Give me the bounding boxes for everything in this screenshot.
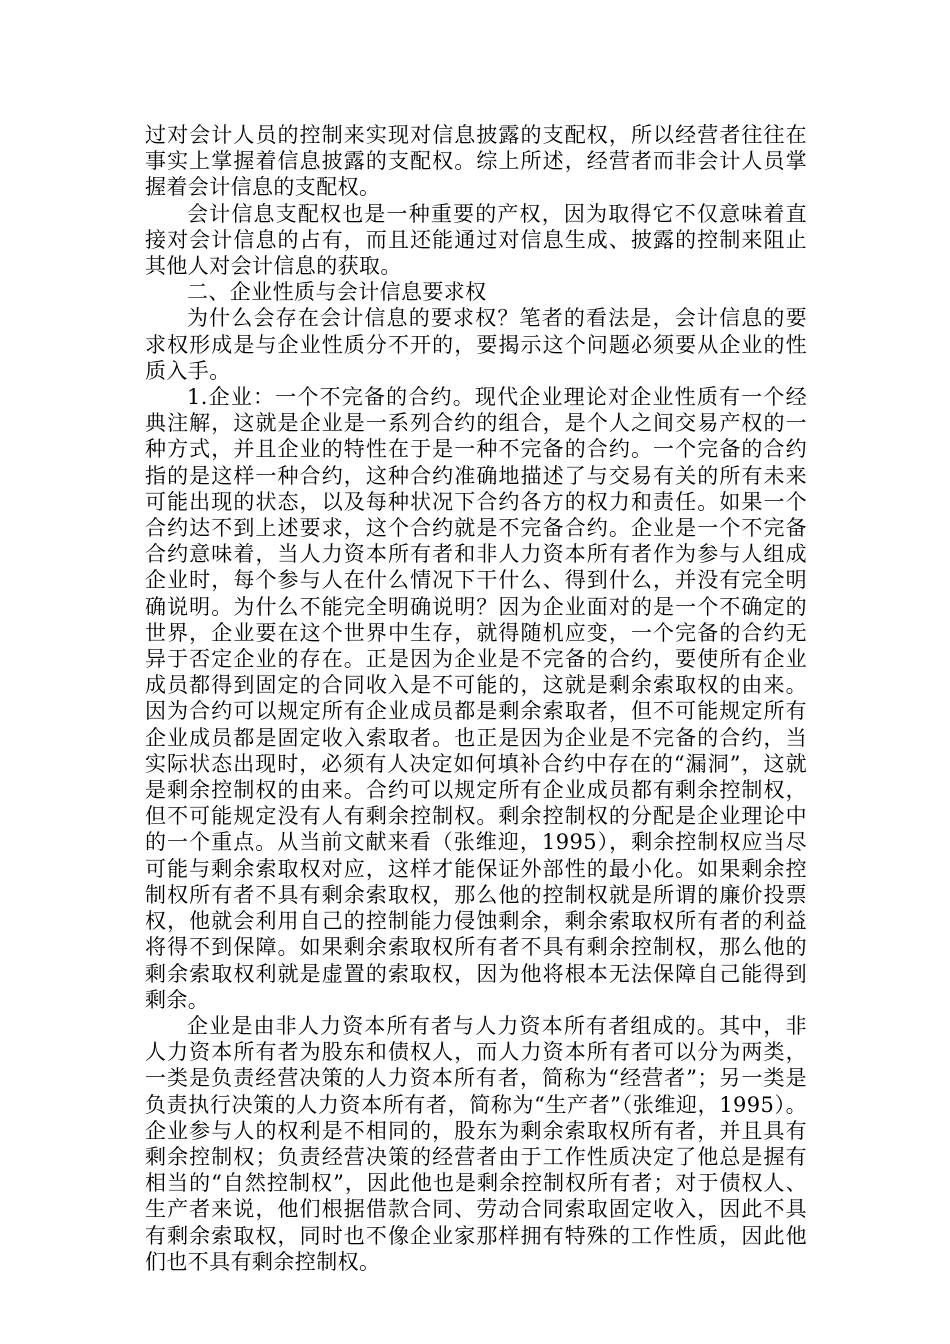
- paragraph-3: 为什么会存在会计信息的要求权？笔者的看法是，会计信息的要求权形成是与企业性质分不开的，要揭示这个问题必须要从企业的性质入手。: [145, 306, 807, 383]
- paragraph-1: 过对会计人员的控制来实现对信息披露的支配权，所以经营者往往在事实上掌握着信息披露的支配权。综上所述，经营者而非会计人员掌握着会计信息的支配权。: [145, 123, 807, 200]
- paragraph-4: 1.企业：一个不完备的合约。现代企业理论对企业性质有一个经典注解，这就是企业是一系列合约的组合，是个人之间交易产权的一种方式，并且企业的特性在于是一种不完备的合约。一个完备的合约指的是这样一种合约，这种合约准确地描述了与交易有关的所有未来可能出现的状态，以及每种状况下合约各方的权力和责任。如果一个合约达不到上述要求，这个合约就是不完备合约。企业是一个不完备合约意味着，当人力资本所有者和非人力资本所有者作为参与人组成企业时，每个参与人在什么情况下干什么、得到什么，并没有完全明确说明。为什么不能完全明确说明？因为企业面对的是一个不确定的世界，企业要在这个世界中生存，就得随机应变，一个完备的合约无异于否定企业的存在。正是因为企业是不完备的合约，要使所有企业成员都得到固定的合同收入是不可能的，这就是剩余索取权的由来。因为合约可以规定所有企业成员都是剩余索取者，但不可能规定所有企业成员都是固定收入索取者。也正是因为企业是不完备的合约，当实际状态出现时，必须有人决定如何填补合约中存在的“漏洞”，这就是剩余控制权的由来。合约可以规定所有企业成员都有剩余控制权，但不可能规定没有人有剩余控制权。剩余控制权的分配是企业理论中的一个重点。从当前文献来看（张维迎，1995），剩余控制权应当尽可能与剩余索取权对应，这样才能保证外部性的最小化。如果剩余控制权所有者不具有剩余索取权，那么他的控制权就是所谓的廉价投票权，他就会利用自己的控制能力侵蚀剩余，剩余索取权所有者的利益将得不到保障。如果剩余索取权所有者不具有剩余控制权，那么他的剩余索取权利就是虚置的索取权，因为他将根本无法保障自己能得到剩余。: [145, 385, 807, 1012]
- section-heading: 二、企业性质与会计信息要求权: [187, 280, 487, 305]
- paragraph-2: 会计信息支配权也是一种重要的产权，因为取得它不仅意味着直接对会计信息的占有，而且还能通过对信息生成、披露的控制来阻止其他人对会计信息的获取。: [145, 201, 807, 279]
- document-page: [145, 122, 807, 1275]
- paragraph-5: 企业是由非人力资本所有者与人力资本所有者组成的。其中，非人力资本所有者为股东和债权人，而人力资本所有者可以分为两类，一类是负责经营决策的人力资本所有者，简称为“经营者”；另一类是负责执行决策的人力资本所有者，简称为“生产者”（张维迎，1995）。企业参与人的权利是不相同的，股东为剩余索取权所有者，并且具有剩余控制权；负责经营决策的经营者由于工作性质决定了他总是握有相当的“自然控制权”，因此他也是剩余控制权所有者；对于债权人、生产者来说，他们根据借款合同、劳动合同索取固定收入，因此不具有剩余索取权，同时也不像企业家那样拥有特殊的工作性质，因此他们也不具有剩余控制权。: [145, 1013, 807, 1274]
